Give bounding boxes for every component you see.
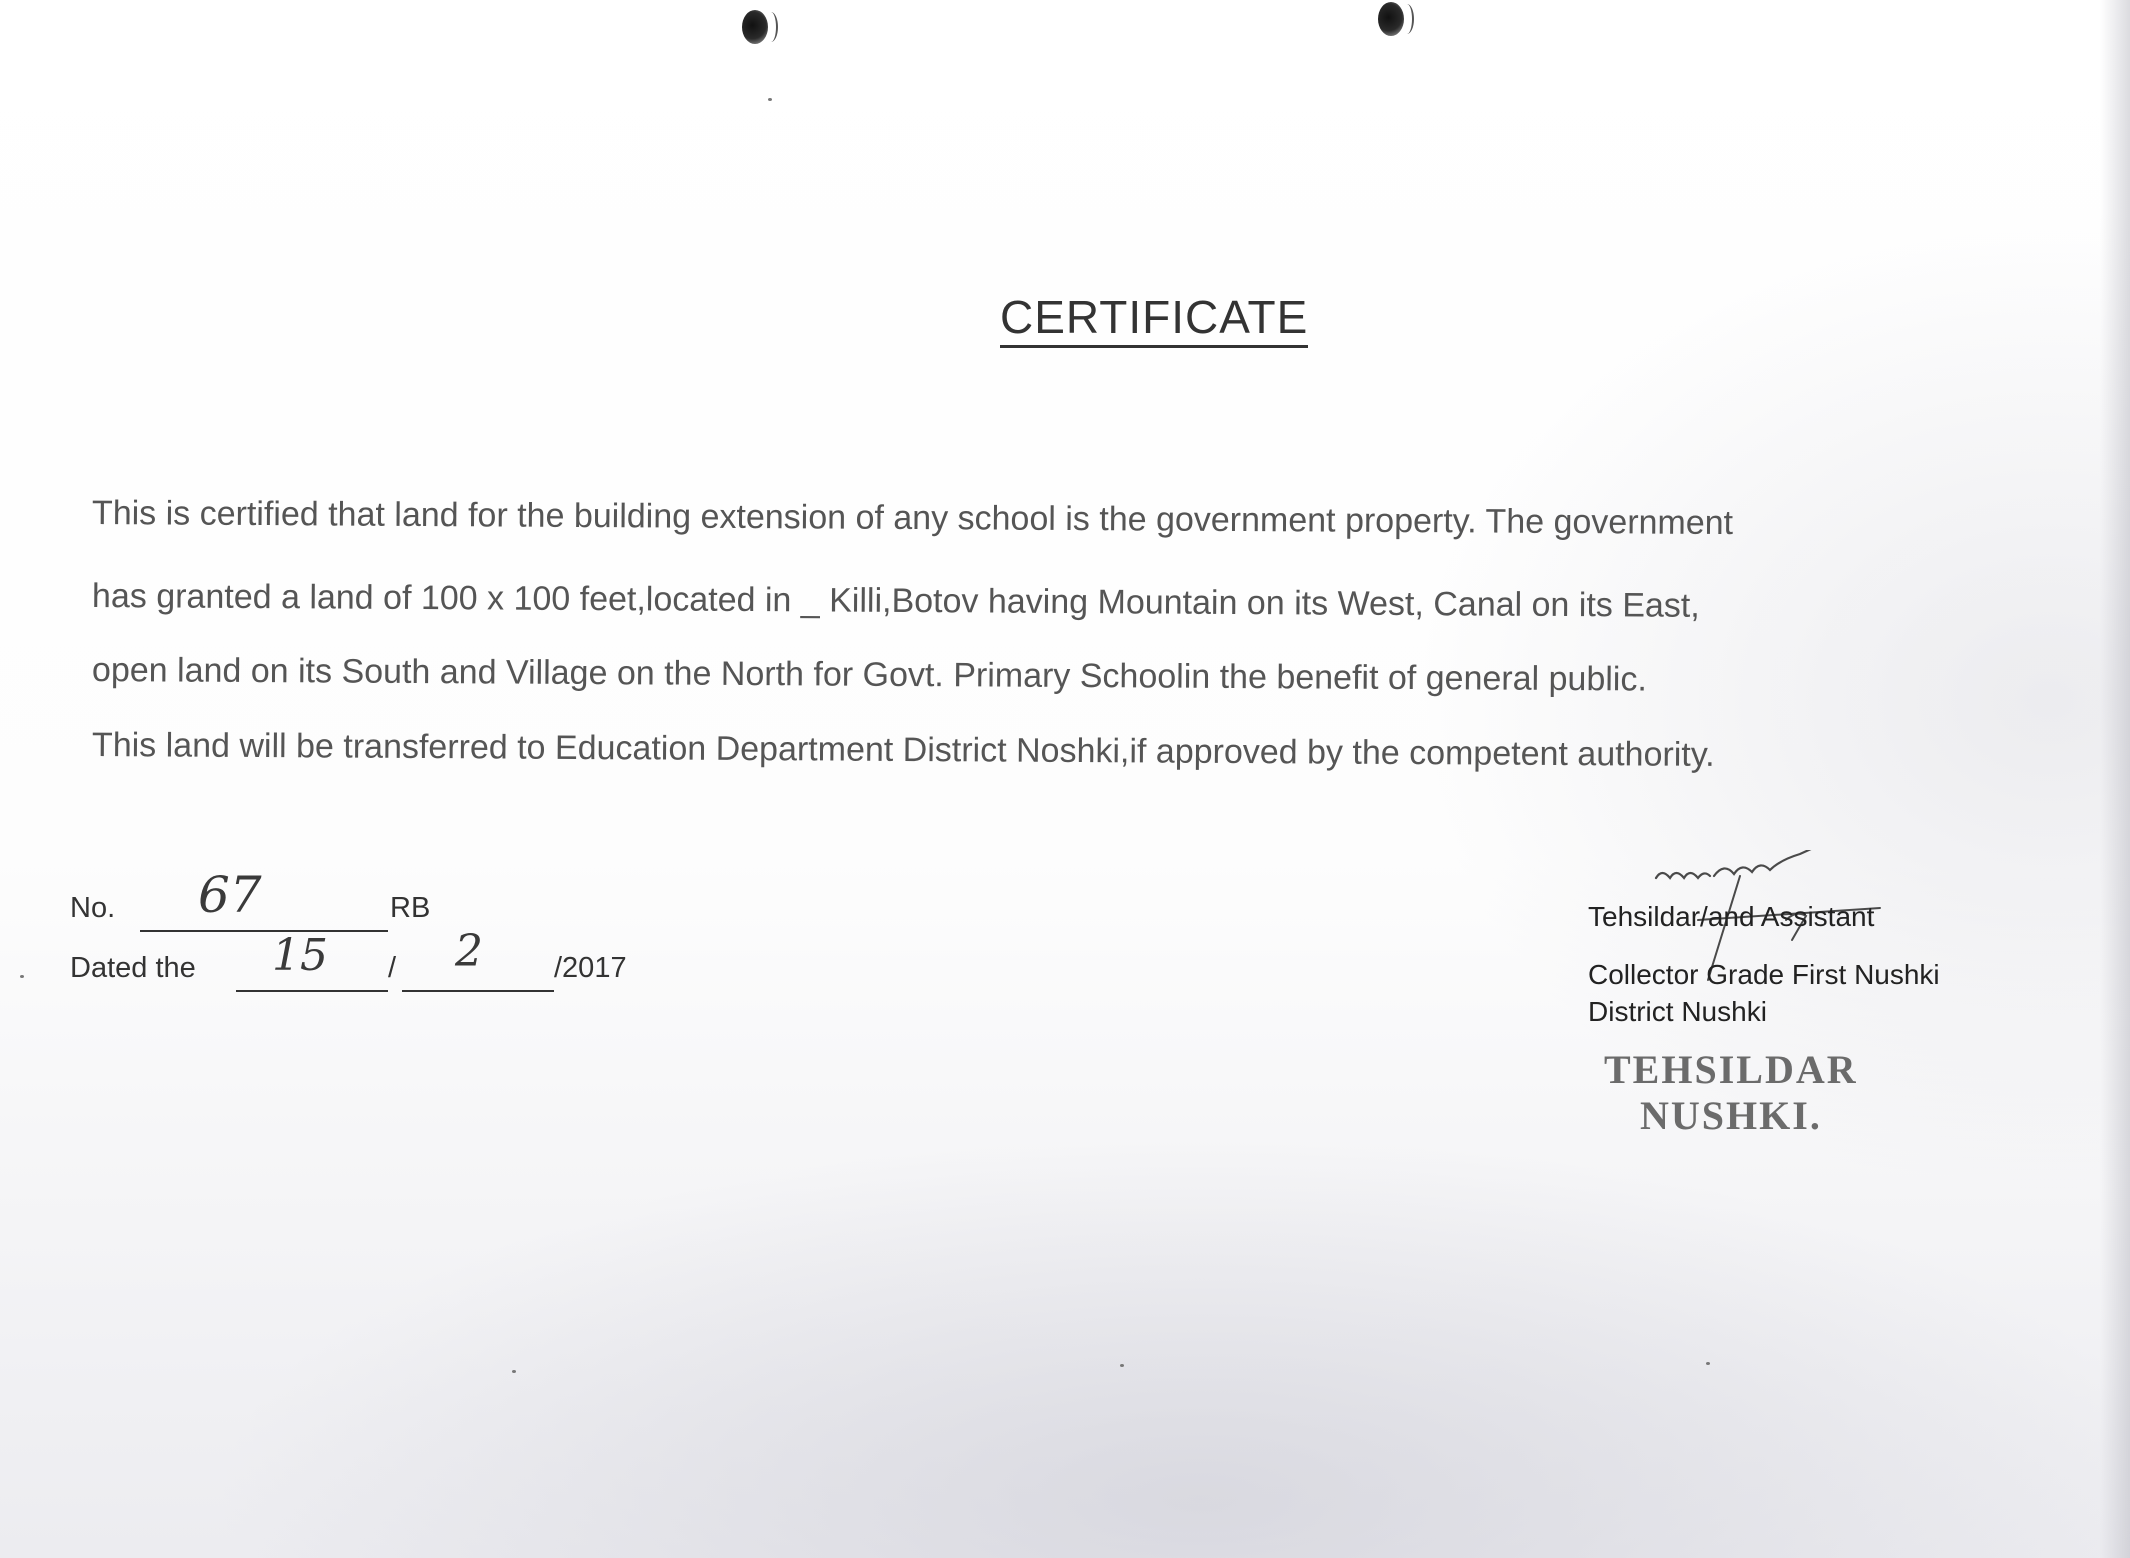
certificate-title: CERTIFICATE xyxy=(1000,292,1308,348)
punch-hole-left xyxy=(742,10,768,44)
no-label: No. xyxy=(70,892,116,924)
signatory-title-line1: Tehsildar/and Assistant xyxy=(1588,901,1875,932)
handwritten-day: 15 xyxy=(272,930,328,981)
paragraph-line-2: has granted a land of 100 x 100 feet,located in _ Killi,Botov having Mountain on its West, Canal on its East, xyxy=(91,577,1700,625)
no-suffix: RB xyxy=(390,892,431,924)
paragraph-line-1: This is certified that land for the building extension of any school is the government property. The government xyxy=(91,494,1734,543)
handwritten-number: 67 xyxy=(198,866,262,924)
no-blank-line xyxy=(140,888,388,932)
page-edge-shadow xyxy=(2100,0,2130,1558)
stamp-line1: TEHSILDAR xyxy=(1604,1047,1858,1092)
year-suffix: /2017 xyxy=(554,952,627,984)
signatory-title-line3: District Nushki xyxy=(1588,996,1767,1027)
dust-speck xyxy=(768,98,772,101)
punch-hole-right xyxy=(1378,2,1404,36)
dust-speck xyxy=(1706,1362,1710,1365)
dust-speck xyxy=(20,975,24,978)
paragraph-line-4: This land will be transferred to Education Department District Noshki,if approved by the competent authority. xyxy=(91,726,1715,774)
paragraph-line-3: open land on its South and Village on the North for Govt. Primary Schoolin the benefit of general public. xyxy=(91,651,1647,699)
handwritten-month: 2 xyxy=(455,926,483,977)
dated-label: Dated the xyxy=(70,952,196,984)
signatory-title-line2: Collector Grade First Nushki xyxy=(1588,959,1940,990)
dust-speck xyxy=(1120,1364,1124,1367)
date-separator: / xyxy=(388,952,397,984)
dust-speck xyxy=(512,1370,516,1373)
stamp-line2: NUSHKI. xyxy=(1640,1093,1822,1138)
